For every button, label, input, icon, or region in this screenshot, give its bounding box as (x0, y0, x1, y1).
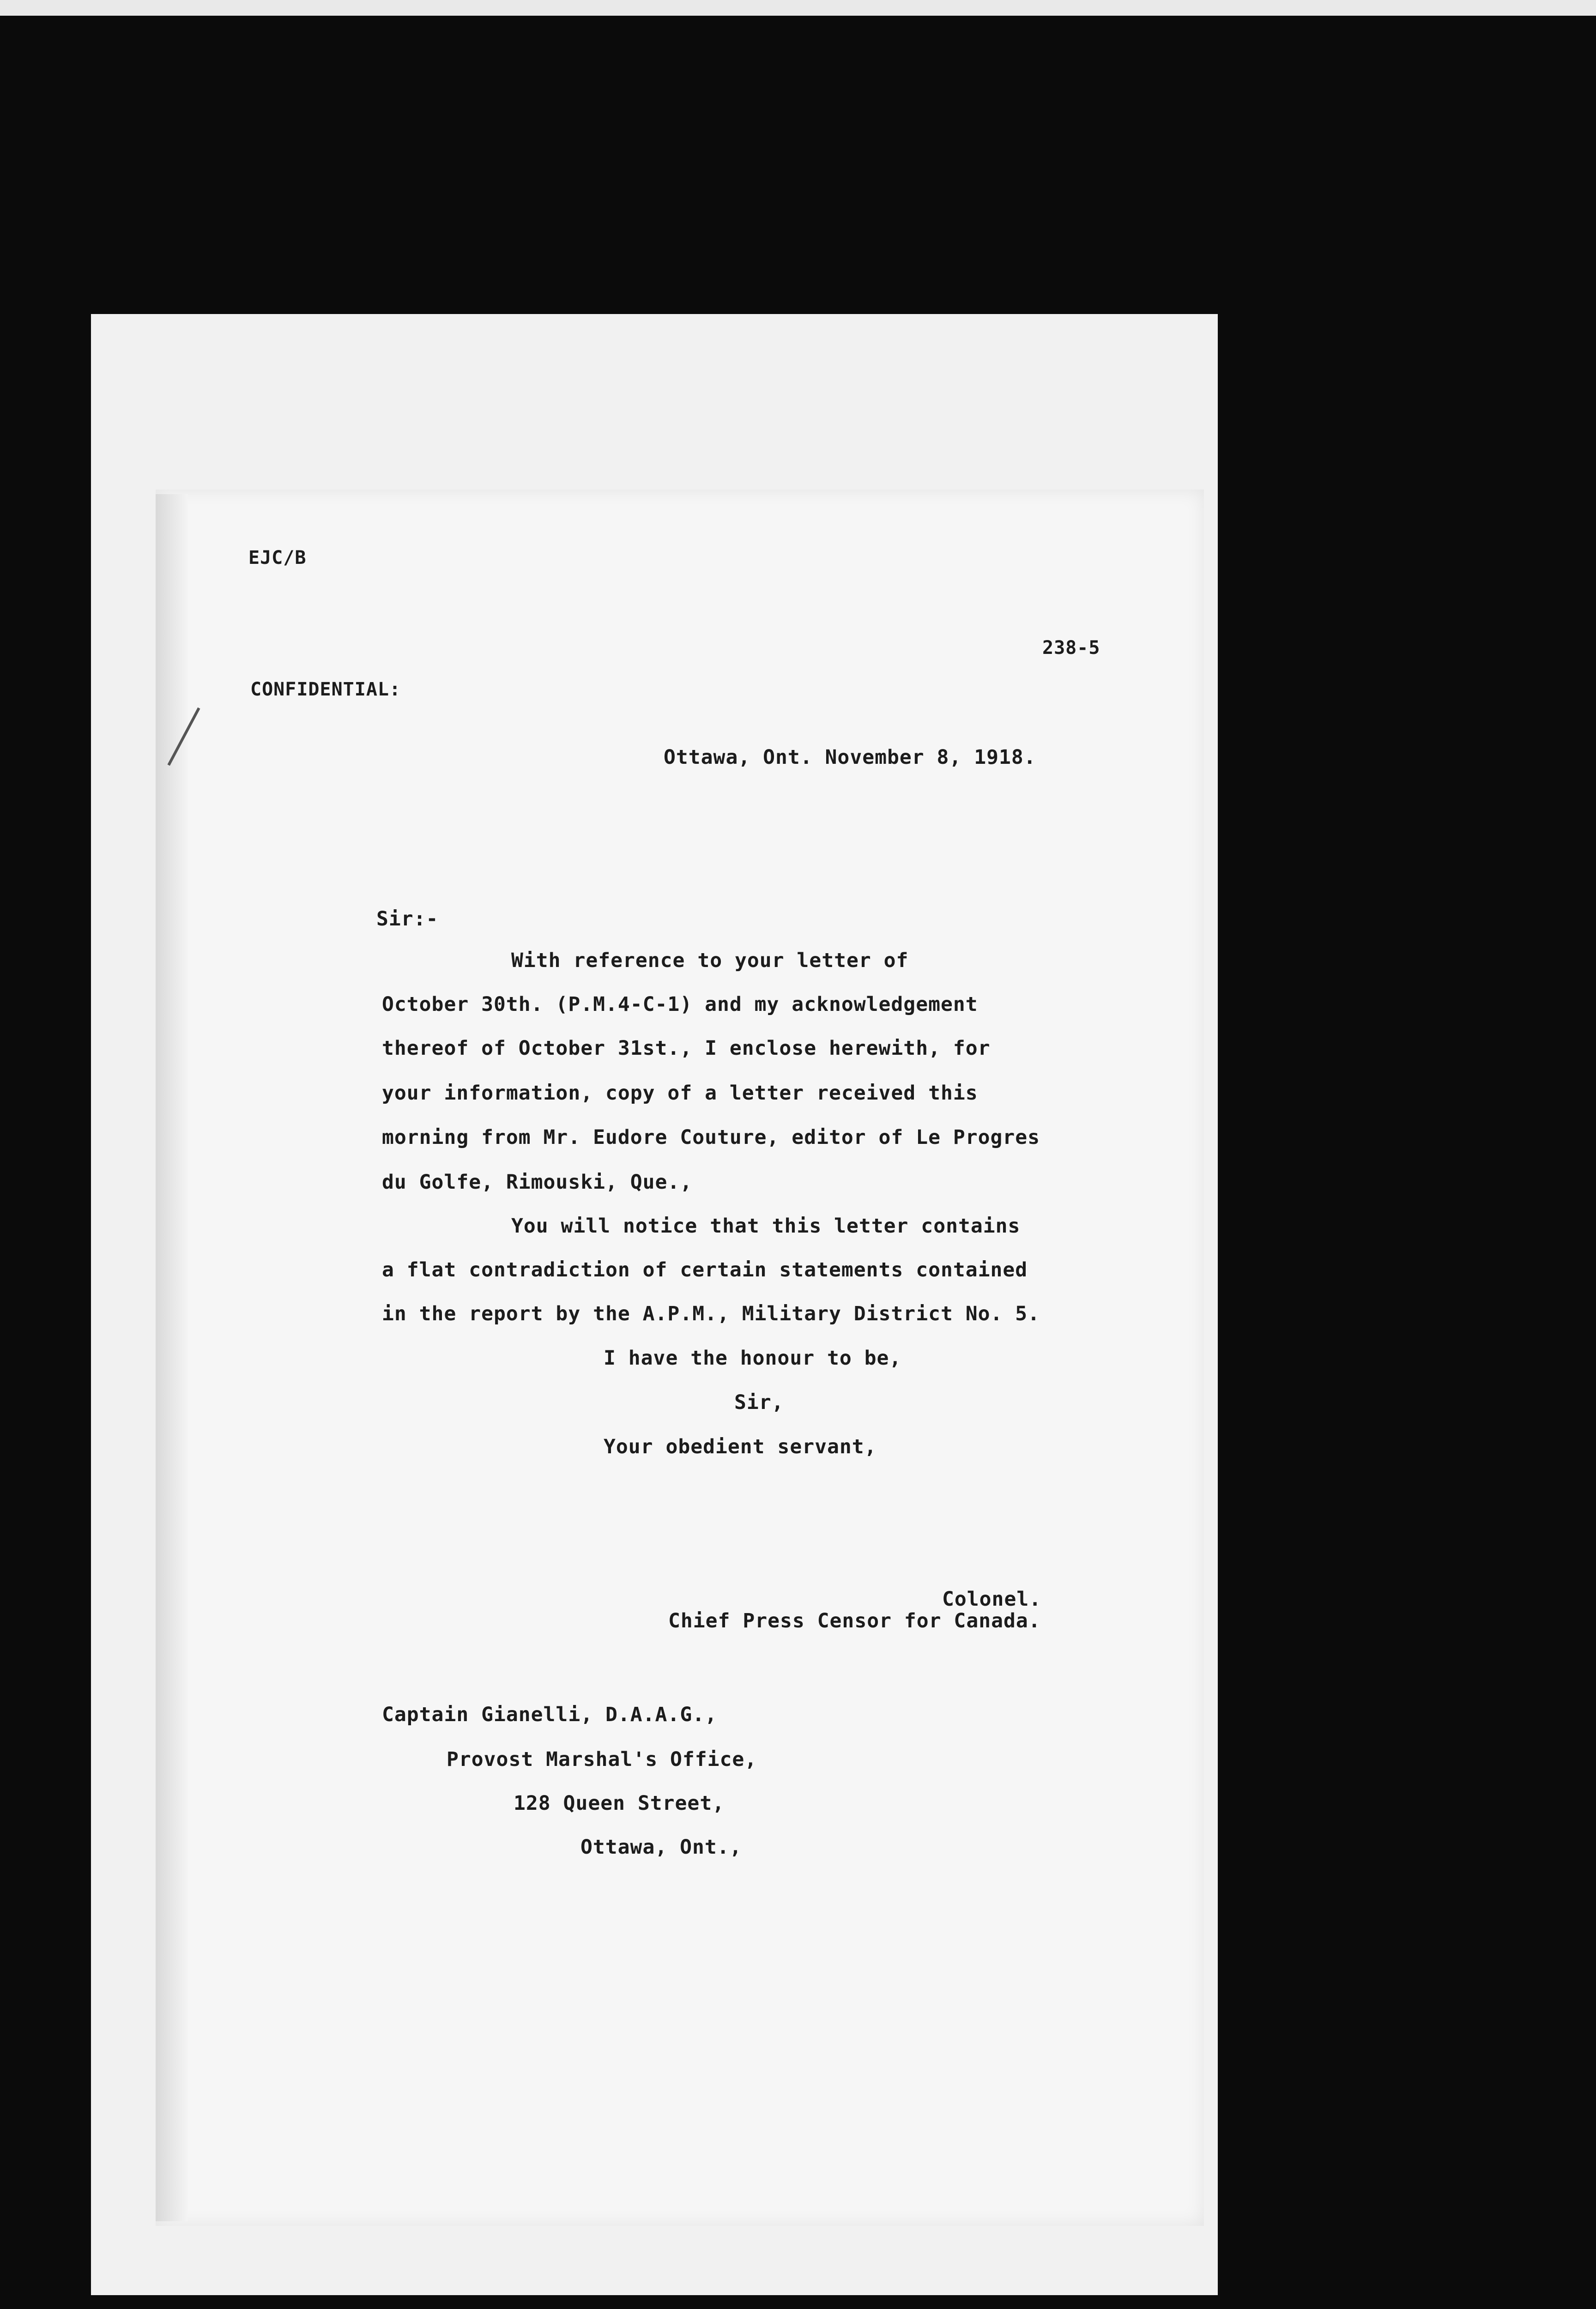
classification: CONFIDENTIAL: (250, 679, 401, 700)
signature-rank: Colonel. (942, 1588, 1042, 1611)
address-line: 128 Queen Street, (514, 1792, 725, 1815)
scan-top-edge (0, 0, 1596, 16)
page-curl-shadow (156, 494, 188, 2221)
body-line: in the report by the A.P.M., Military District No. 5. (382, 1302, 1040, 1325)
address-line: Provost Marshal's Office, (447, 1748, 757, 1771)
address-line: Ottawa, Ont., (580, 1836, 742, 1859)
body-line: October 30th. (P.M.4-C-1) and my acknowledgement (382, 993, 978, 1016)
body-line: You will notice that this letter contains (511, 1215, 1021, 1238)
body-line: a flat contradiction of certain statements contained (382, 1258, 1028, 1281)
salutation: Sir:- (376, 907, 439, 931)
closing-servant: Your obedient servant, (604, 1435, 877, 1458)
body-line: thereof of October 31st., I enclose herewith, for (382, 1037, 991, 1060)
signature-title: Chief Press Censor for Canada. (668, 1609, 1041, 1632)
body-line: With reference to your letter of (511, 949, 909, 972)
body-line: du Golfe, Rimouski, Que., (382, 1171, 693, 1194)
address-line: Captain Gianelli, D.A.A.G., (382, 1703, 717, 1726)
closing-line: I have the honour to be, (604, 1347, 902, 1370)
body-line: your information, copy of a letter received this (382, 1082, 978, 1105)
closing-sir: Sir, (734, 1391, 784, 1414)
date-line: Ottawa, Ont. November 8, 1918. (664, 746, 1036, 769)
body-line: morning from Mr. Eudore Couture, editor of Le Progres (382, 1126, 1040, 1149)
file-number: 238-5 (1042, 637, 1100, 659)
reference-initials: EJC/B (248, 547, 307, 568)
